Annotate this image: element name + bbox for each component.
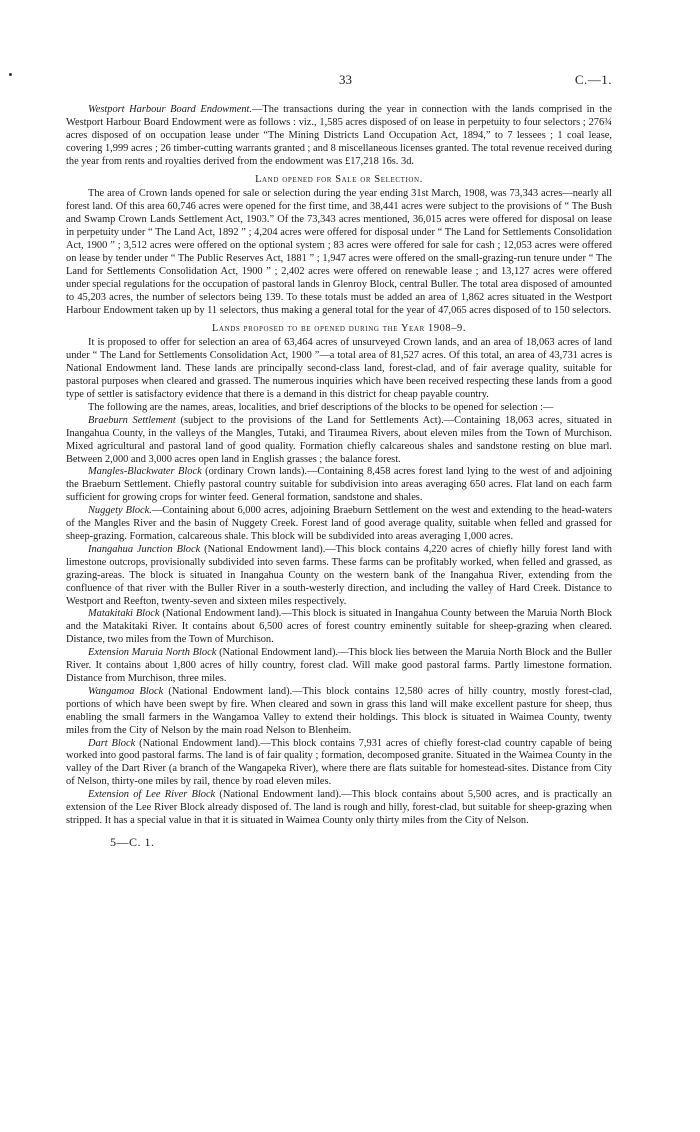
westport-text: —The transactions during the year in connection with the lands comprised in the Westport Harbour Board Endowment were as follows : viz., 1,585 acres disposed of on lease in perpetuity to four selectors ; 276¾ acres disposed of on occupation lease under “The Mining Districts Land Occupation Act, 1894,” to 7 lessees ; 1 coal lease, covering 1,999 acres ; 26 timber-cutting warrants granted ; and 8 miscellaneous licenses granted. The total revenue received during the year from rents and royalties derived from the endowment was £17,218 16s. 3d. bbox=[66, 104, 613, 167]
block-description: (National Endowment land).—This block lies between the Maruia North Block and the Buller River. It contains about 1,800 acres of hilly country, forest clad. Will make good pastoral farms. Partly limestone formation. Distance from Murchison, three miles. bbox=[66, 647, 613, 684]
land-opened-paragraph: The area of Crown lands opened for sale or selection during the year ending 31st March, 1908, was 73,343 acres—nearly all forest land. Of this area 60,746 acres were opened for the first time, and 38,441 acres were subject to the provisions of “ The Bush and Swamp Crown Lands Settlement Act, 1903.” Of the 73,343 acres mentioned, 36,015 acres were offered for disposal on lease in perpetuity under “ The Land Act, 1892 ” ; 4,204 acres were offered for disposal under “ The Land for Settlements Consolidation Act, 1900 ” ; 3,512 acres were offered on the optional system ; 83 acres were offered for sale for cash ; 12,053 acres were offered on lease by tender under “ The Public Reserves Act, 1881 ” ; 1,947 acres were offered on the small-grazing-run tenure under “ The Land for Settlements Consolidation Act, 1900 ” ; 2,402 acres were offered on renewable lease ; and 13,127 acres were offered under special regulations for the occupation of pastoral lands in Glenroy Block, central Buller. The total area disposed of amounted to 45,203 acres, the number of selectors being 139. To these totals must be added an area of 1,862 acres situated in the Westport Harbour Endowment taken up by 11 selectors, thus making a general total for the year of 47,065 acres disposed of to 150 selectors. bbox=[66, 188, 612, 316]
block-paragraph bbox=[66, 505, 612, 544]
block-description: (ordinary Crown lands).—Containing 8,458 acres forest land lying to the west of and adjoining the Braeburn Settlement. Chiefly pastoral country suitable for subdivision into areas averaging 650 acres. Flat land on each farm sufficient for growing crops for winter feed. General formation, sandstone and shales. bbox=[66, 466, 612, 504]
block-name: Dart Block bbox=[88, 737, 136, 749]
block-paragraph bbox=[66, 415, 612, 467]
section-heading-land-opened: Land opened for Sale or Selection. bbox=[255, 173, 423, 185]
block-name: Matakitaki Block bbox=[88, 608, 160, 620]
westport-paragraph bbox=[66, 104, 612, 169]
block-description: (National Endowment land).—This block is situated in Inangahua County between the Maruia North Block and the Matakitaki River. It contains about 6,500 acres of forest country eminently suitable for sheep-grazing when cleared. Distance, two miles from the Town of Murchison. bbox=[66, 608, 613, 646]
block-paragraph bbox=[66, 686, 612, 738]
report-reference: C.—1. bbox=[574, 72, 612, 87]
block-name: Extension Maruia North Block bbox=[88, 647, 217, 659]
block-name: Inangahua Junction Block bbox=[88, 543, 201, 555]
lands-proposed-intro: It is proposed to offer for selection an area of 63,464 acres of unsurveyed Crown lands, and an area of 18,063 acres of land under “ The Land for Settlements Consolidation Act, 1900 ”—a total area of 81,527 acres. Of this total, an area of 43,731 acres is National Endowment land. These lands are principally second-class land, forest-clad, and of fair average quality, suitable for pastoral purposes when cleared and grassed. The numerous inquiries which have been received respecting these lands from a good type of settler is satisfactory evidence that there is a demand in this district for cheap payable country. bbox=[66, 337, 612, 401]
page-number: 33 bbox=[339, 72, 352, 87]
block-description: (National Endowment land).—This block contains 12,580 acres of hilly country, mostly forest-clad, portions of which have been swept by fire. When cleared and sown in grass this land will make excellent pasture for sheep, thus enabling the small farmers in the Wangamoa Valley to extend their holdings. This block is situated in Waimea County, twenty miles from the City of Nelson by the main road Nelson to Blenheim. bbox=[66, 685, 612, 736]
section-heading-lands-proposed: Lands proposed to be opened during the Year 1908–9. bbox=[211, 322, 467, 334]
block-name: Mangles-Blackwater Block bbox=[88, 466, 202, 478]
block-description: (subject to the provisions of the Land for Settlements Act).—Containing 18,063 acres, situated in Inangahua County, in the valleys of the Mangles, Tutaki, and Tiraumea Rivers, about eleven miles from the Town of Murchison. Mixed agricultural and pastoral land of good quality. Formation chiefly calcareous shales and sandstone resting on blue marl. Between 2,000 and 3,000 acres open land in English grasses ; the balance forest. bbox=[66, 414, 613, 465]
page-body bbox=[66, 104, 612, 849]
westport-title: Westport Harbour Board Endowment. bbox=[88, 104, 253, 115]
block-name: Braeburn Settlement bbox=[88, 414, 176, 426]
scan-speck bbox=[9, 73, 12, 76]
sheet-signature: 5—C. 1. bbox=[110, 834, 155, 849]
block-paragraph bbox=[66, 466, 612, 505]
block-paragraph bbox=[66, 608, 612, 647]
block-paragraph bbox=[66, 544, 612, 609]
block-paragraph bbox=[66, 789, 612, 828]
block-paragraph bbox=[66, 647, 612, 686]
block-name: Extension of Lee River Block bbox=[88, 789, 216, 801]
block-name: Nuggety Block. bbox=[88, 505, 152, 517]
block-description: (National Endowment land).—This block contains 7,931 acres of chiefly forest-clad country capable of being worked into good pastoral farms. The land is of fair quality ; formation, decomposed granite. Situated in the Waimea County in the valley of the Dart River (a branch of the Wangapeka River), where there are flats suitable for homestead-sites. Distance from City of Nelson, thirty-one miles by rail, thence by road eleven miles. bbox=[66, 737, 612, 788]
blocks-list-intro: The following are the names, areas, localities, and brief descriptions of the blocks to be opened for selection :— bbox=[88, 401, 554, 413]
block-name: Wangamoa Block bbox=[88, 685, 164, 697]
block-description: (National Endowment land).—This block contains 4,220 acres of chiefly hilly forest land with limestone outcrops, provisionally subdivided into seven farms. These farms can be profitably worked, when felled and grassed, as grazing-areas. The block is situated in Inangahua County on the western bank of the Inangahua River, extending from the confluence of that river with the Buller River in a south-westerly direction, and including the valley of Hard Creek. Distance to Westport and Reefton, twenty-seven and sixteen miles respectively. bbox=[66, 543, 612, 607]
block-description: (National Endowment land).—This block contains about 5,500 acres, and is practically an extension of the Lee River Block already disposed of. The land is rough and hilly, forest-clad, but suitable for sheep-grazing when stripped. It has a special value in that it is situated in Waimea County only thirty miles from the City of Nelson. bbox=[66, 789, 612, 826]
block-description: —Containing about 6,000 acres, adjoining Braeburn Settlement on the west and extending to the head-waters of the Mangles River and the basin of Nuggety Creek. Forest land of good average quality, suitable when felled and grassed for sheep-grazing. Formation, calcareous shale. This block will be subdivided into areas averaging 1,000 acres. bbox=[66, 505, 612, 542]
block-paragraph bbox=[66, 738, 612, 790]
